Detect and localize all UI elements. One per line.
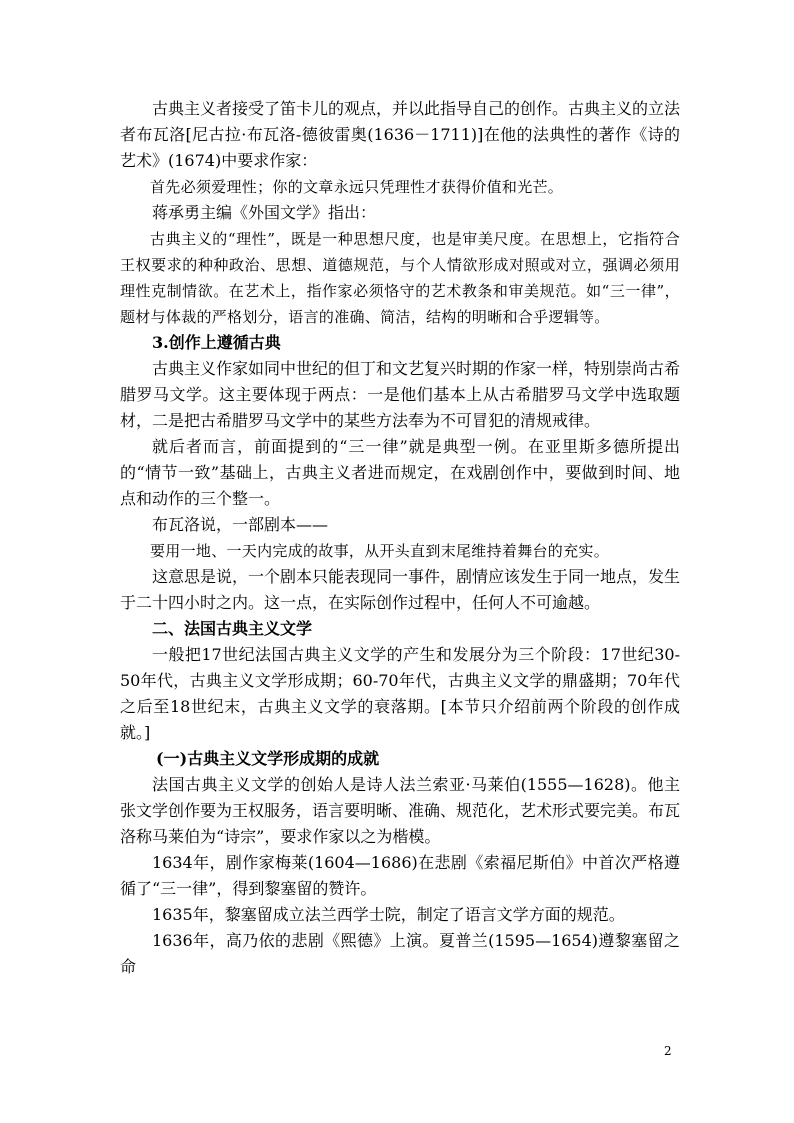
paragraph-malherbe: 法国古典主义文学的创始人是诗人法兰索亚·马莱伯(1555—1628)。他主张文学创作要为王权服务，语言要明晰、准确、规范化，艺术形式要完美。布瓦洛称马莱伯为“诗宗”，要求作家以之为楷模。 (120, 775, 681, 846)
paragraph-admire-antiquity: 古典主义作家如同中世纪的但丁和文艺复兴时期的作家一样，特别崇尚古希腊罗马文学。这主要体现于两点：一是他们基本上从古希腊罗马文学中选取题材，二是把古希腊罗马文学中的某些方法奉为不可冒犯的清规戒律。 (120, 359, 681, 430)
paragraph-boileau-says: 布瓦洛说，一部剧本—— (152, 515, 329, 534)
paragraph-three-stages: 一般把17世纪法国古典主义文学的产生和发展分为三个阶段：17世纪30-50年代，古典主义文学形成期；60-70年代，古典主义文学的鼎盛期；70年代之后至18世纪末，古典主义文学的衰落期。[本节只介绍前两个阶段的创作成就。] (120, 645, 680, 742)
paragraph-unities-meaning: 这意思是说，一个剧本只能表现同一事件，剧情应该发生于同一地点，发生于二十四小时之内。这一点，在实际创作过程中，任何人不可逾越。 (120, 567, 681, 612)
quote-classicism-reason: 古典主义的“理性”，既是一种思想尺度，也是审美尺度。在思想上，它指符合王权要求的种种政治、思想、道德规范，与个人情欲形成对照或对立，强调必须用理性克制情欲。在艺术上，指作家必须恪守的艺术教条和审美规范。如“三一律”，题材与体裁的严格划分，语言的准确、简洁，结构的明晰和合乎逻辑等。 (120, 230, 680, 326)
paragraph-jiang-intro: 蒋承勇主编《外国文学》指出： (152, 203, 377, 222)
page-number: 2 (664, 1044, 672, 1058)
page-body (120, 96, 680, 980)
quote-one-place-one-day: 要用一地、一天内完成的故事，从开头直到末尾维持着舞台的充实。 (150, 542, 610, 560)
paragraph-1635: 1635年，黎塞留成立法兰西学士院，制定了语言文学方面的规范。 (152, 905, 625, 924)
paragraph-1634: 1634年，剧作家梅莱(1604—1686)在悲剧《索福尼斯伯》中首次严格遵循了“三一律”，得到黎塞留的赞许。 (120, 853, 680, 898)
quote-reason: 首先必须爱理性；你的文章永远只凭理性才获得价值和光芒。 (150, 178, 564, 196)
paragraph-three-unities: 就后者而言，前面提到的“三一律”就是典型一例。在亚里斯多德所提出的“情节一致”基础上，古典主义者进而规定，在戏剧创作中，要做到时间、地点和动作的三个整一。 (120, 437, 680, 508)
subsection-heading-formation: (一)古典主义文学形成期的成就 (156, 749, 380, 768)
section-heading-follow-classics: 3.创作上遵循古典 (152, 333, 281, 352)
section-heading-french-classicism: 二、法国古典主义文学 (152, 619, 313, 638)
paragraph-boileau-intro: 古典主义者接受了笛卡儿的观点，并以此指导自己的创作。古典主义的立法者布瓦洛[尼古拉·布瓦洛-德彼雷奥(1636－1711)]在他的法典性的著作《诗的艺术》(1674)中要求作家： (120, 99, 681, 170)
paragraph-1636: 1636年，高乃依的悲剧《熙德》上演。夏普兰(1595—1654)遵黎塞留之命 (120, 931, 680, 976)
